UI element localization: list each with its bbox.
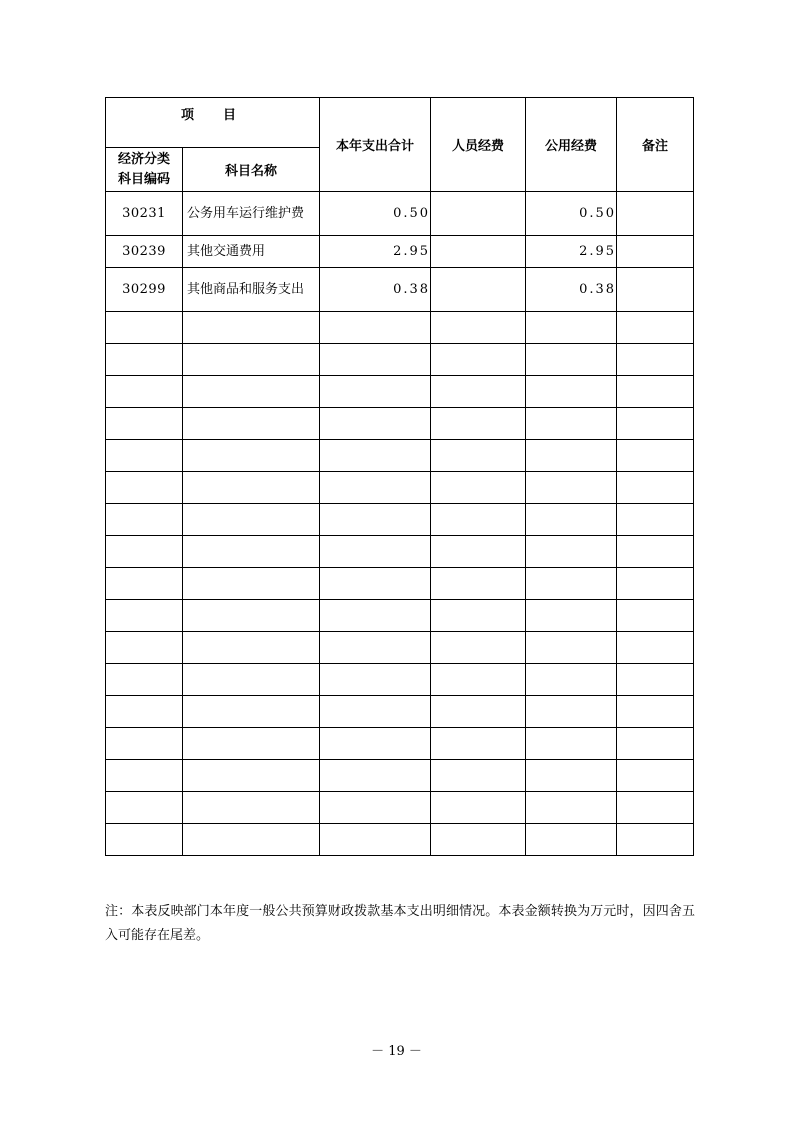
empty-row [106,728,694,760]
header-code-line1: 经济分类 [117,151,170,167]
cell-name: 其他商品和服务支出 [183,268,320,312]
header-name: 科目名称 [183,148,320,192]
empty-row [106,504,694,536]
header-public: 公用经费 [526,98,617,192]
header-remark: 备注 [617,98,694,192]
cell-remark [617,236,694,268]
cell-name: 其他交通费用 [183,236,320,268]
cell-code: 30239 [106,236,183,268]
cell-remark [617,192,694,236]
header-personnel: 人员经费 [431,98,526,192]
empty-row [106,376,694,408]
cell-code: 30231 [106,192,183,236]
table-row [106,192,694,236]
empty-row [106,440,694,472]
table-row [106,236,694,268]
table-row [106,268,694,312]
cell-code: 30299 [106,268,183,312]
empty-row [106,600,694,632]
empty-row [106,312,694,344]
empty-row [106,760,694,792]
empty-row [106,472,694,504]
cell-total: 2.95 [320,236,431,268]
cell-personnel [431,268,526,312]
empty-row [106,536,694,568]
cell-personnel [431,236,526,268]
cell-public: 2.95 [526,236,617,268]
header-code-line2: 科目编码 [117,171,170,187]
empty-row [106,792,694,824]
empty-row [106,568,694,600]
empty-row [106,632,694,664]
cell-public: 0.50 [526,192,617,236]
cell-total: 0.38 [320,268,431,312]
page-number: － 19 － [371,1044,422,1059]
empty-row [106,344,694,376]
header-item: 项 目 [106,98,320,148]
empty-row [106,408,694,440]
cell-public: 0.38 [526,268,617,312]
table-note: 注：本表反映部门本年度一般公共预算财政拨款基本支出明细情况。本表金额转换为万元时，因四舍五入可能存在尾差。 [105,904,695,943]
cell-remark [617,268,694,312]
empty-row [106,664,694,696]
cell-total: 0.50 [320,192,431,236]
header-code [106,148,183,192]
expenditure-table [105,97,694,856]
empty-row [106,824,694,856]
empty-row [106,696,694,728]
header-total: 本年支出合计 [320,98,431,192]
cell-name: 公务用车运行维护费 [183,192,320,236]
cell-personnel [431,192,526,236]
header-row-1 [106,98,694,148]
